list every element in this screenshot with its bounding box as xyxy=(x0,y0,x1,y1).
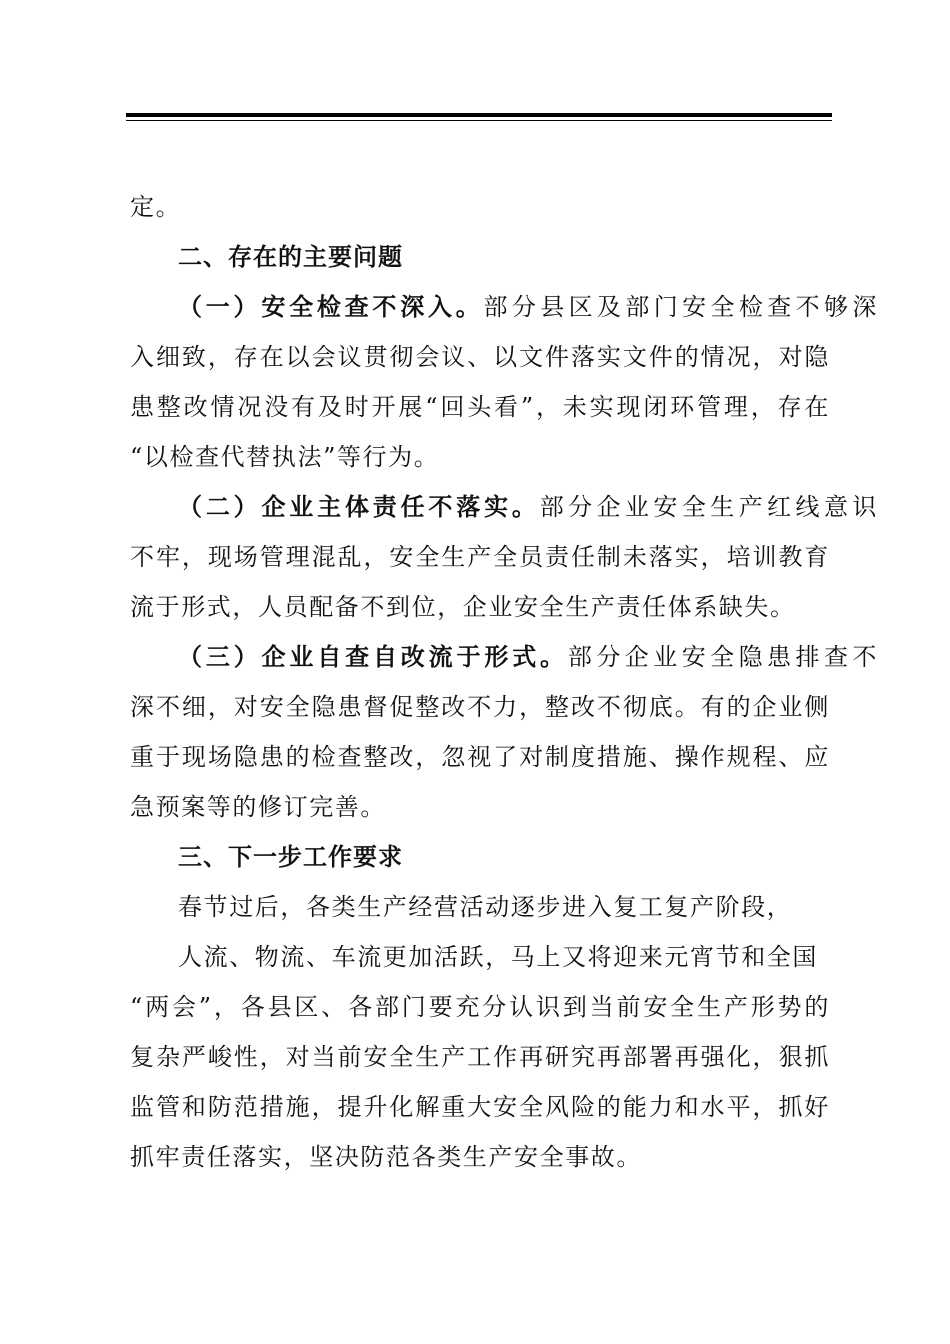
section-heading-next-steps: 三、下一步工作要求 xyxy=(178,843,403,871)
section-heading-problems: 二、存在的主要问题 xyxy=(178,243,403,271)
text-line: 复杂严峻性，对当前安全生产工作再研究再部署再强化，狠抓 xyxy=(130,1043,830,1071)
paragraph-1-text: 部分县区及部门安全检查不够深 xyxy=(483,293,879,321)
text-line: “两会”，各县区、各部门要充分认识到当前安全生产形势的 xyxy=(130,993,830,1021)
text-line: 重于现场隐患的检查整改，忽视了对制度措施、操作规程、应 xyxy=(130,743,830,771)
text-line: 入细致，存在以会议贯彻会议、以文件落实文件的情况，对隐 xyxy=(130,343,830,371)
text-line: 春节过后，各类生产经营活动逐步进入复工复产阶段， xyxy=(178,893,793,921)
text-line: 人流、物流、车流更加活跃，马上又将迎来元宵节和全国 xyxy=(178,943,818,971)
text-line: 抓牢责任落实，坚决防范各类生产安全事故。 xyxy=(130,1143,642,1171)
text-line: 急预案等的修订完善。 xyxy=(130,793,386,821)
paragraph-2-first-line xyxy=(130,482,878,532)
paragraph-3-first-line xyxy=(130,632,878,682)
text-line: 深不细，对安全隐患督促整改不力，整改不彻底。有的企业侧 xyxy=(130,693,830,721)
paragraph-1-first-line xyxy=(130,282,878,332)
text-line: 监管和防范措施，提升化解重大安全风险的能力和水平，抓好 xyxy=(130,1093,830,1121)
text-line: 患整改情况没有及时开展“回头看”，未实现闭环管理，存在 xyxy=(130,393,830,421)
paragraph-1-title: （一）安全检查不深入。 xyxy=(178,293,484,321)
text-line: 流于形式，人员配备不到位，企业安全生产责任体系缺失。 xyxy=(130,593,796,621)
text-line: “以检查代替执法”等行为。 xyxy=(130,443,440,471)
header-double-rule-thick xyxy=(126,113,832,117)
text-line: 不牢，现场管理混乱，安全生产全员责任制未落实，培训教育 xyxy=(130,543,830,571)
paragraph-3-title: （三）企业自查自改流于形式。 xyxy=(178,643,568,671)
paragraph-3-text: 部分企业安全隐患排查不 xyxy=(567,643,879,671)
paragraph-2-text: 部分企业安全生产红线意识 xyxy=(539,493,879,521)
paragraph-2-title: （二）企业主体责任不落实。 xyxy=(178,493,540,521)
header-double-rule-thin xyxy=(126,120,832,121)
text-line: 定。 xyxy=(130,193,182,221)
